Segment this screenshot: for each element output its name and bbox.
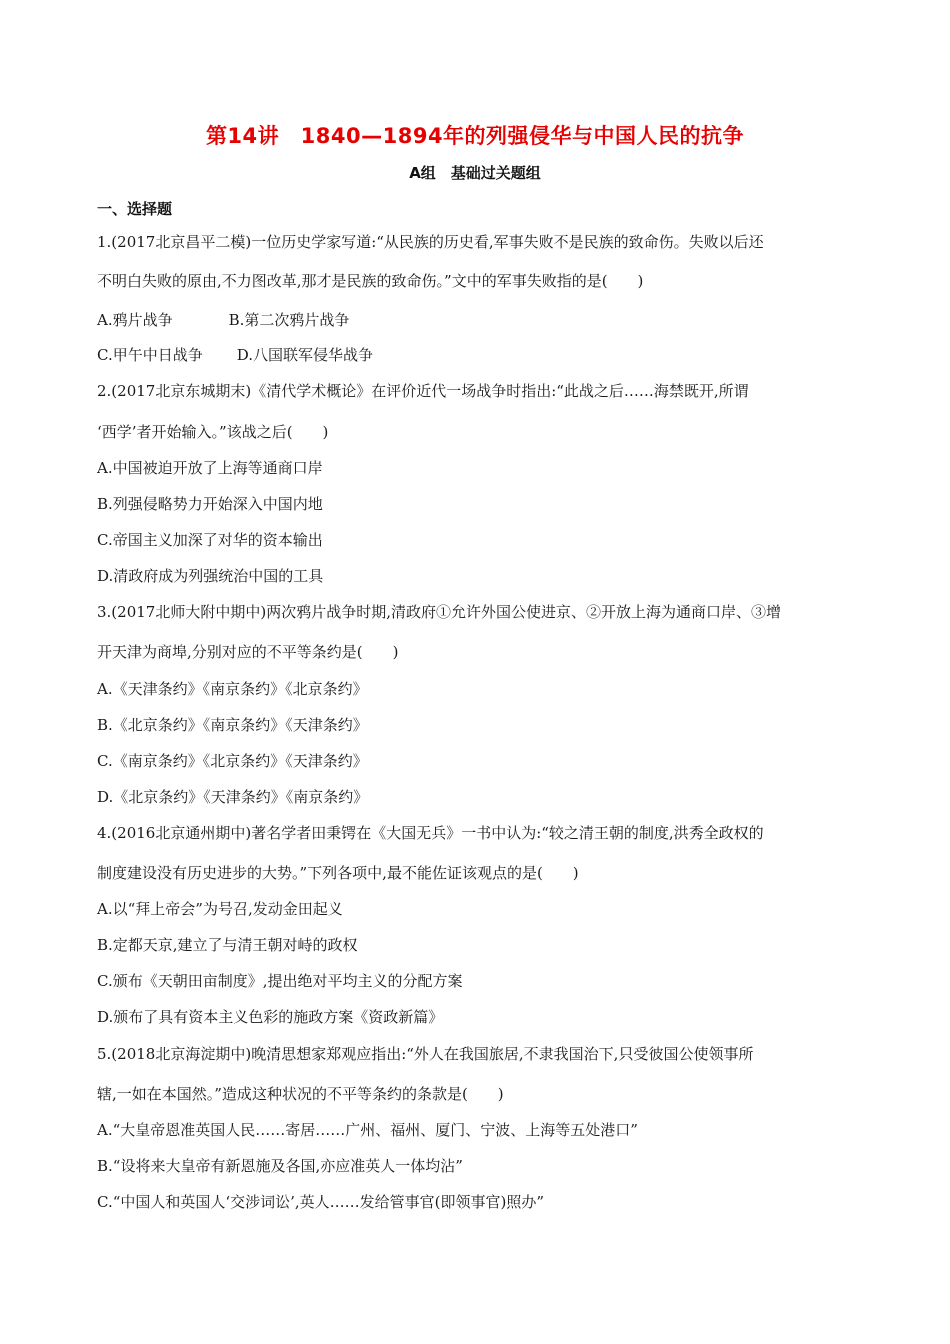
page-title: 第14讲 1840—1894年的列强侵华与中国人民的抗争 bbox=[205, 124, 745, 148]
question-2-option-a: A.中国被迫开放了上海等通商口岸 bbox=[97, 459, 323, 477]
question-3-option-c: C.《南京条约》《北京条约》《天津条约》 bbox=[97, 752, 368, 770]
question-4-option-b: B.定都天京,建立了与清王朝对峙的政权 bbox=[97, 936, 358, 954]
question-3-option-b: B.《北京条约》《南京条约》《天津条约》 bbox=[97, 716, 368, 734]
question-5-option-b: B.“设将来大皇帝有新恩施及各国,亦应准英人一体均沾” bbox=[97, 1157, 463, 1175]
option-d: D.八国联军侵华战争 bbox=[236, 346, 373, 364]
question-1-options-row-2 bbox=[97, 345, 867, 365]
question-5-stem-line-1: 5.(2018北京海淀期中)晚清思想家郑观应指出:“外人在我国旅居,不隶我国治下,只受彼国公使领事所 bbox=[97, 1045, 754, 1063]
question-4-option-d: D.颁布了具有资本主义色彩的施政方案《资政新篇》 bbox=[97, 1008, 444, 1026]
option-a: A.鸦片战争 bbox=[97, 311, 173, 329]
question-3-stem-line-2: 开天津为商埠,分别对应的不平等条约是( ) bbox=[97, 643, 399, 661]
question-1-options-row-1 bbox=[97, 310, 867, 330]
question-2-stem-line-2: ‘西学’者开始输入。”该战之后( ) bbox=[97, 423, 329, 441]
question-2-option-b: B.列强侵略势力开始深入中国内地 bbox=[97, 495, 323, 513]
question-5-stem-line-2: 辖,一如在本国然。”造成这种状况的不平等条约的条款是( ) bbox=[97, 1085, 504, 1103]
option-b: B.第二次鸦片战争 bbox=[228, 311, 350, 329]
question-5-option-a: A.“大皇帝恩准英国人民……寄居……广州、福州、厦门、宁波、上海等五处港口” bbox=[97, 1121, 638, 1139]
question-1-stem-line-1: 1.(2017北京昌平二模)一位历史学家写道:“从民族的历史看,军事失败不是民族的致命伤。失败以后还 bbox=[97, 233, 764, 251]
question-3-option-d: D.《北京条约》《天津条约》《南京条约》 bbox=[97, 788, 369, 806]
question-2-stem-line-1: 2.(2017北京东城期末)《清代学术概论》在评价近代一场战争时指出:“此战之后……海禁既开,所谓 bbox=[97, 382, 749, 400]
section-heading: 一、选择题 bbox=[97, 200, 173, 218]
question-4-option-c: C.颁布《天朝田亩制度》,提出绝对平均主义的分配方案 bbox=[97, 972, 463, 990]
question-4-stem-line-2: 制度建设没有历史进步的大势。”下列各项中,最不能佐证该观点的是( ) bbox=[97, 864, 579, 882]
question-3-option-a: A.《天津条约》《南京条约》《北京条约》 bbox=[97, 680, 368, 698]
question-1-stem-line-2: 不明白失败的原由,不力图改革,那才是民族的致命伤。”文中的军事失败指的是( ) bbox=[97, 272, 644, 290]
group-subtitle: A组 基础过关题组 bbox=[409, 164, 541, 182]
question-3-stem-line-1: 3.(2017北师大附中期中)两次鸦片战争时期,清政府①允许外国公使进京、②开放上海为通商口岸、③增 bbox=[97, 603, 781, 621]
question-5-option-c: C.“中国人和英国人‘交涉词讼’,英人……发给管事官(即领事官)照办” bbox=[97, 1193, 545, 1211]
question-4-option-a: A.以“拜上帝会”为号召,发动金田起义 bbox=[97, 900, 343, 918]
option-c: C.甲午中日战争 bbox=[97, 346, 203, 364]
question-2-option-c: C.帝国主义加深了对华的资本输出 bbox=[97, 531, 323, 549]
question-4-stem-line-1: 4.(2016北京通州期中)著名学者田秉锷在《大国无兵》一书中认为:“较之清王朝的制度,洪秀全政权的 bbox=[97, 824, 764, 842]
question-2-option-d: D.清政府成为列强统治中国的工具 bbox=[97, 567, 324, 585]
